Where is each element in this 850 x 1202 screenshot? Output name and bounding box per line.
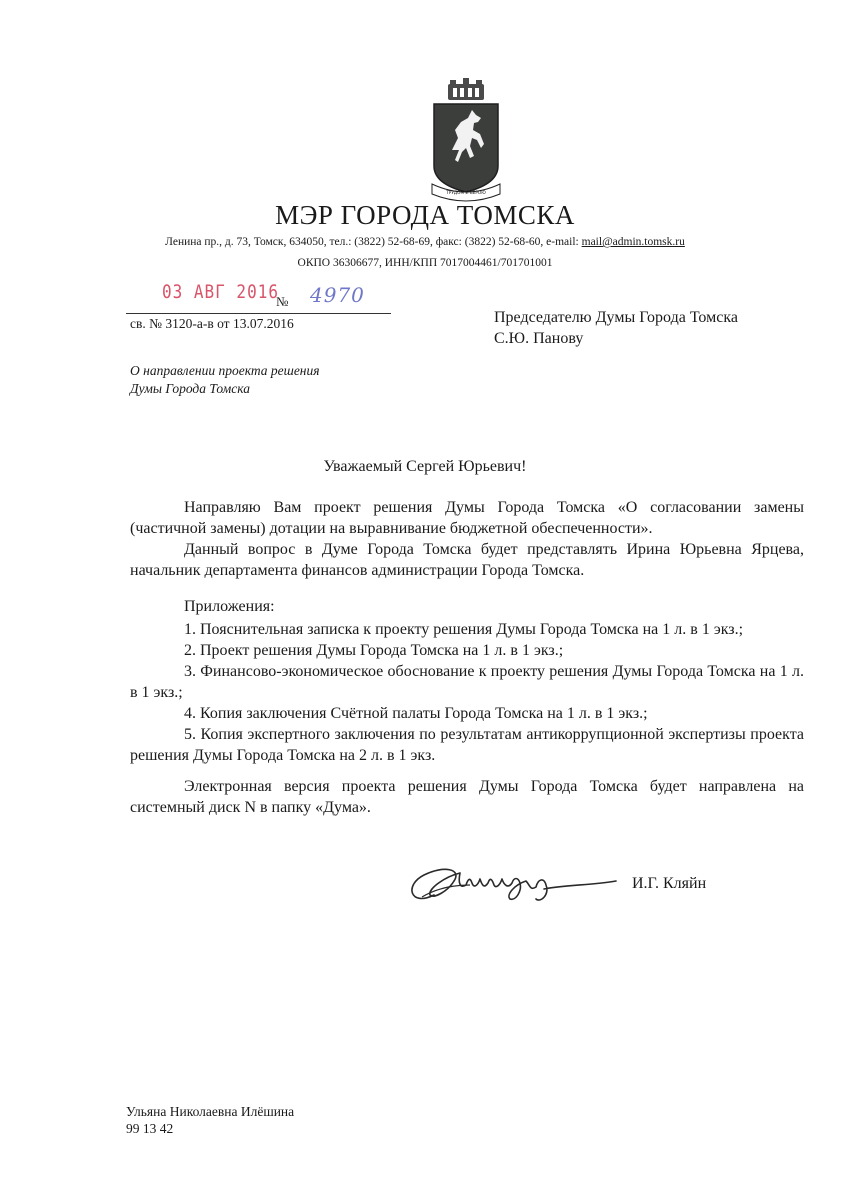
signature-icon — [404, 855, 619, 913]
organization-address — [0, 236, 850, 248]
signer-name: И.Г. Кляйн — [632, 875, 707, 892]
address-text: Ленина пр., д. 73, Томск, 634050, тел.: (3822) 52-68-69, факс: (3822) 52-68-60, e-mail: — [165, 236, 582, 248]
number-sign: № — [276, 294, 289, 309]
organization-title: МЭР ГОРОДА ТОМСКА — [275, 200, 575, 230]
addressee-position: Председателю Думы Города Томска — [494, 309, 738, 326]
subject-block — [130, 362, 320, 398]
attachment-item: 4. Копия заключения Счётной палаты Города Томска на 1 л. в 1 экз.; — [184, 705, 648, 722]
reference-number: св. № 3120-а-в от 13.07.2016 — [130, 316, 294, 331]
handwritten-number: 4970 — [310, 283, 365, 307]
closing-paragraph: Электронная версия проекта решения Думы Города Томска будет направлена на системный диск N в папку «Дума». — [130, 778, 804, 816]
body-paragraph-1: Направляю Вам проект решения Думы Города Томска «О согласовании замены (частичной замены) дотации на выравнивание бюджетной обеспеченности». — [130, 499, 804, 537]
attachment-item: 2. Проект решения Думы Города Томска на 1 л. в 1 экз.; — [184, 642, 564, 659]
body-paragraph-2: Данный вопрос в Думе Города Томска будет представлять Ирина Юрьевна Ярцева, начальник департамента финансов администрации Города Томска. — [130, 541, 804, 579]
coat-motto: ТРУДОМ И ВЕРОЮ — [446, 190, 486, 195]
subject-line-2: Думы Города Томска — [130, 381, 250, 396]
registration-underline — [126, 313, 391, 314]
attachment-item: 5. Копия экспертного заключения по результатам антикоррупционной экспертизы проекта решения Думы Города Томска на 2 л. в 1 экз. — [130, 726, 804, 764]
attachment-item: 1. Пояснительная записка к проекту решения Думы Города Томска на 1 л. в 1 экз.; — [184, 621, 744, 638]
coat-of-arms-icon — [428, 78, 504, 202]
date-stamp: 03 АВГ 2016 — [162, 280, 279, 303]
subject-line-1: О направлении проекта решения — [130, 363, 320, 378]
addressee-block — [494, 307, 738, 349]
email-link[interactable]: mail@admin.tomsk.ru — [581, 236, 685, 248]
executor-phone: 99 13 42 — [126, 1121, 174, 1136]
attachments-title: Приложения: — [184, 598, 275, 615]
executor-block — [126, 1103, 294, 1137]
greeting: Уважаемый Сергей Юрьевич! — [323, 458, 527, 475]
addressee-name: С.Ю. Панову — [494, 330, 584, 347]
attachments-list — [130, 619, 804, 766]
executor-name: Ульяна Николаевна Илёшина — [126, 1104, 295, 1119]
organization-codes: ОКПО 36306677, ИНН/КПП 7017004461/701701001 — [297, 257, 553, 269]
attachment-item: 3. Финансово-экономическое обоснование к проекту решения Думы Города Томска на 1 л. в 1 экз.; — [130, 663, 804, 701]
